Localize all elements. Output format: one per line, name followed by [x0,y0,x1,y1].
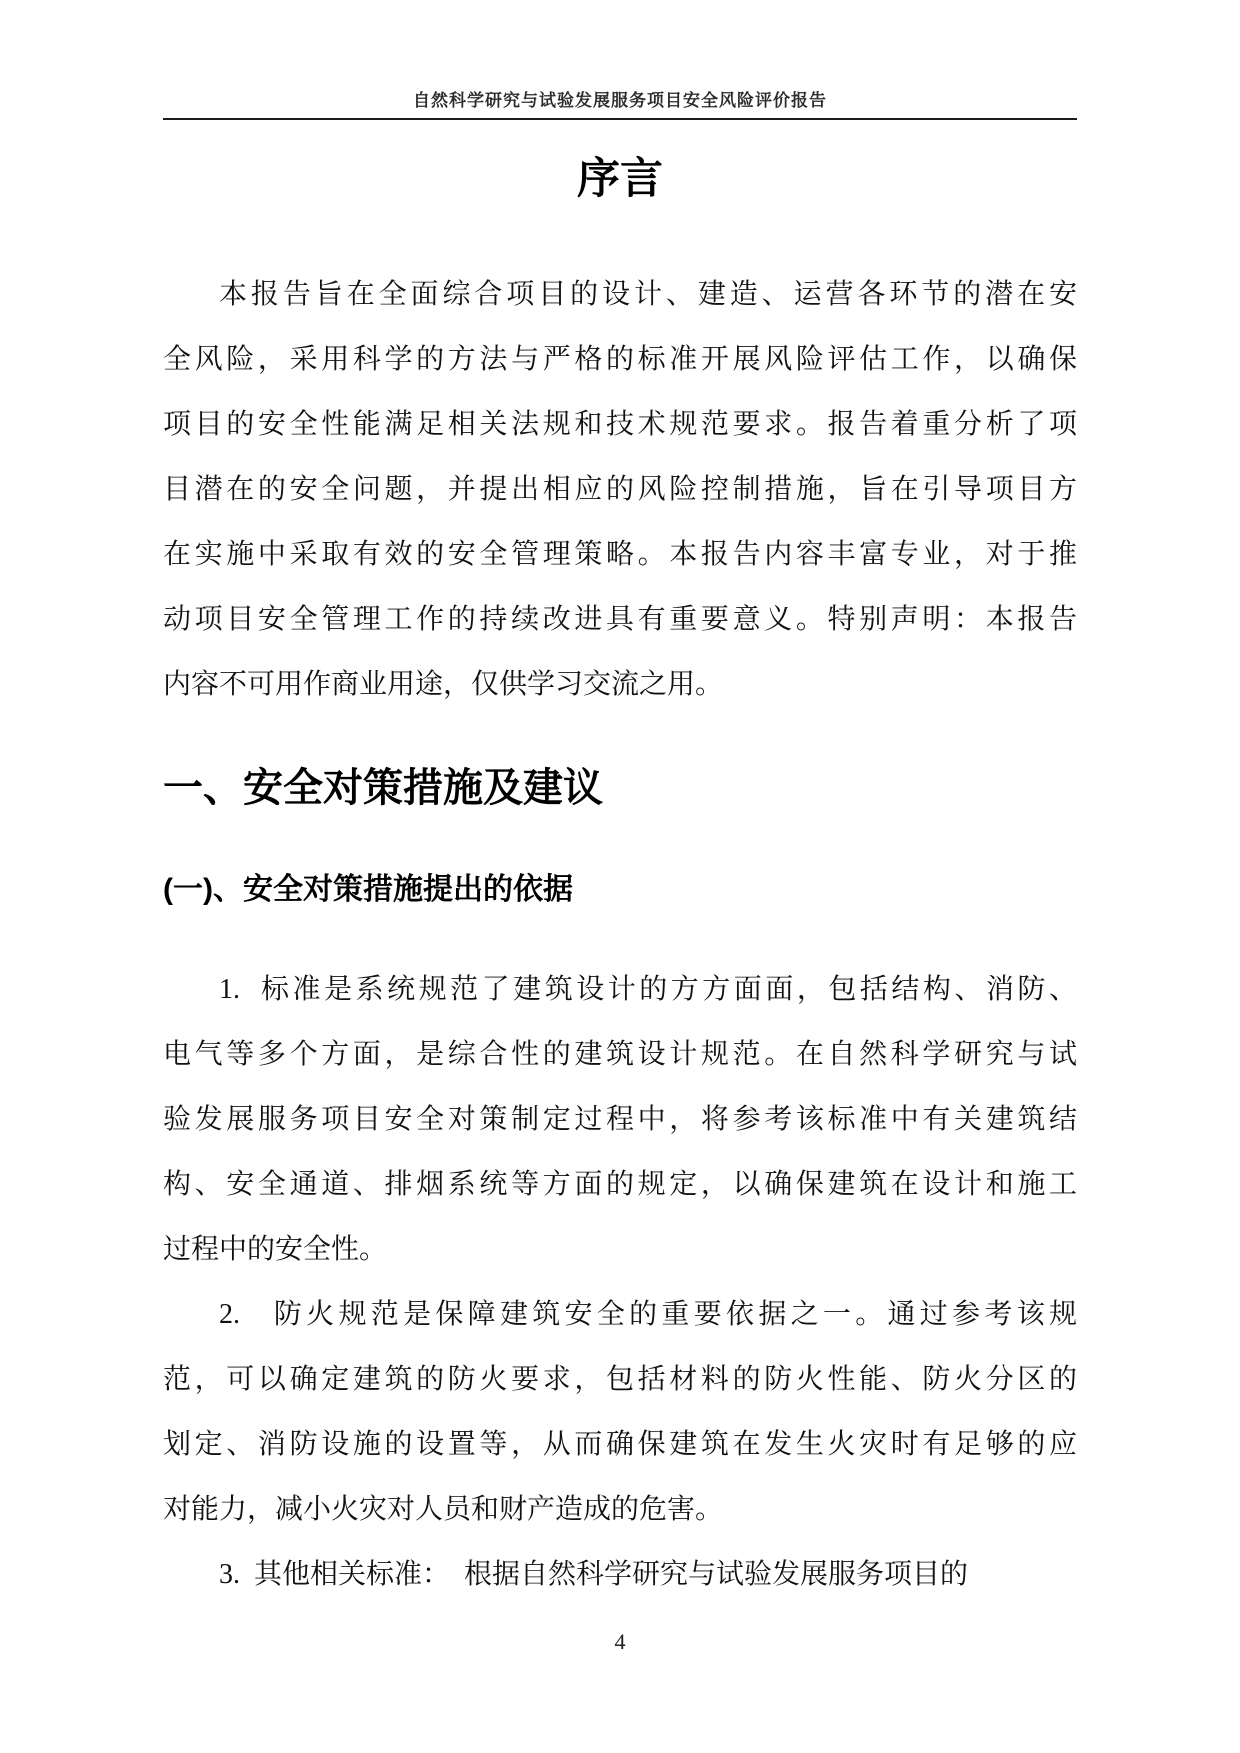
text-line: 对能力，减小火灾对人员和财产造成的危害。 [163,1494,724,1525]
text-line: 1. 标准是系统规范了建筑设计的方方面面，包括结构、消防、 [219,974,1077,1005]
text-line: 全风险，采用科学的方法与严格的标准开展风险评估工作，以确保 [163,344,1077,375]
text-line: 电气等多个方面，是综合性的建筑设计规范。在自然科学研究与试 [163,1039,1077,1070]
text-line: 过程中的安全性。 [163,1234,388,1265]
intro-paragraph [163,262,1077,717]
header-title: 自然科学研究与试验发展服务项目安全风险评价报告 [413,91,827,110]
page-header [163,0,1077,120]
text-line: 在实施中采取有效的安全管理策略。本报告内容丰富专业，对于推 [163,539,1077,570]
text-line: 项目的安全性能满足相关法规和技术规范要求。报告着重分析了项 [163,409,1077,440]
text-line: 动项目安全管理工作的持续改进具有重要意义。特别声明：本报告 [163,604,1077,635]
text-line: 目潜在的安全问题，并提出相应的风险控制措施，旨在引导项目方 [163,474,1077,505]
page-number: 4 [614,1629,626,1654]
text-line: 验发展服务项目安全对策制定过程中，将参考该标准中有关建筑结 [163,1104,1077,1135]
section-heading-1: 一、安全对策措施及建议 [163,766,603,810]
text-line: 本报告旨在全面综合项目的设计、建造、运营各环节的潜在安 [219,279,1077,310]
numbered-paragraph-1 [163,957,1077,1282]
text-line: 构、安全通道、排烟系统等方面的规定，以确保建筑在设计和施工 [163,1169,1077,1200]
text-line: 内容不可用作商业用途，仅供学习交流之用。 [163,669,724,700]
numbered-paragraph-2 [163,1282,1077,1542]
section-heading-1-1: (一)、安全对策措施提出的依据 [163,873,573,906]
text-line: 3. 其他相关标准： 根据自然科学研究与试验发展服务项目的 [219,1559,969,1590]
text-line: 范，可以确定建筑的防火要求，包括材料的防火性能、防火分区的 [163,1364,1077,1395]
text-line: 划定、消防设施的设置等，从而确保建筑在发生火灾时有足够的应 [163,1429,1077,1460]
text-line: 2. 防火规范是保障建筑安全的重要依据之一。通过参考该规 [219,1299,1077,1330]
document-title: 序言 [577,155,663,203]
numbered-paragraph-3 [163,1542,1077,1607]
